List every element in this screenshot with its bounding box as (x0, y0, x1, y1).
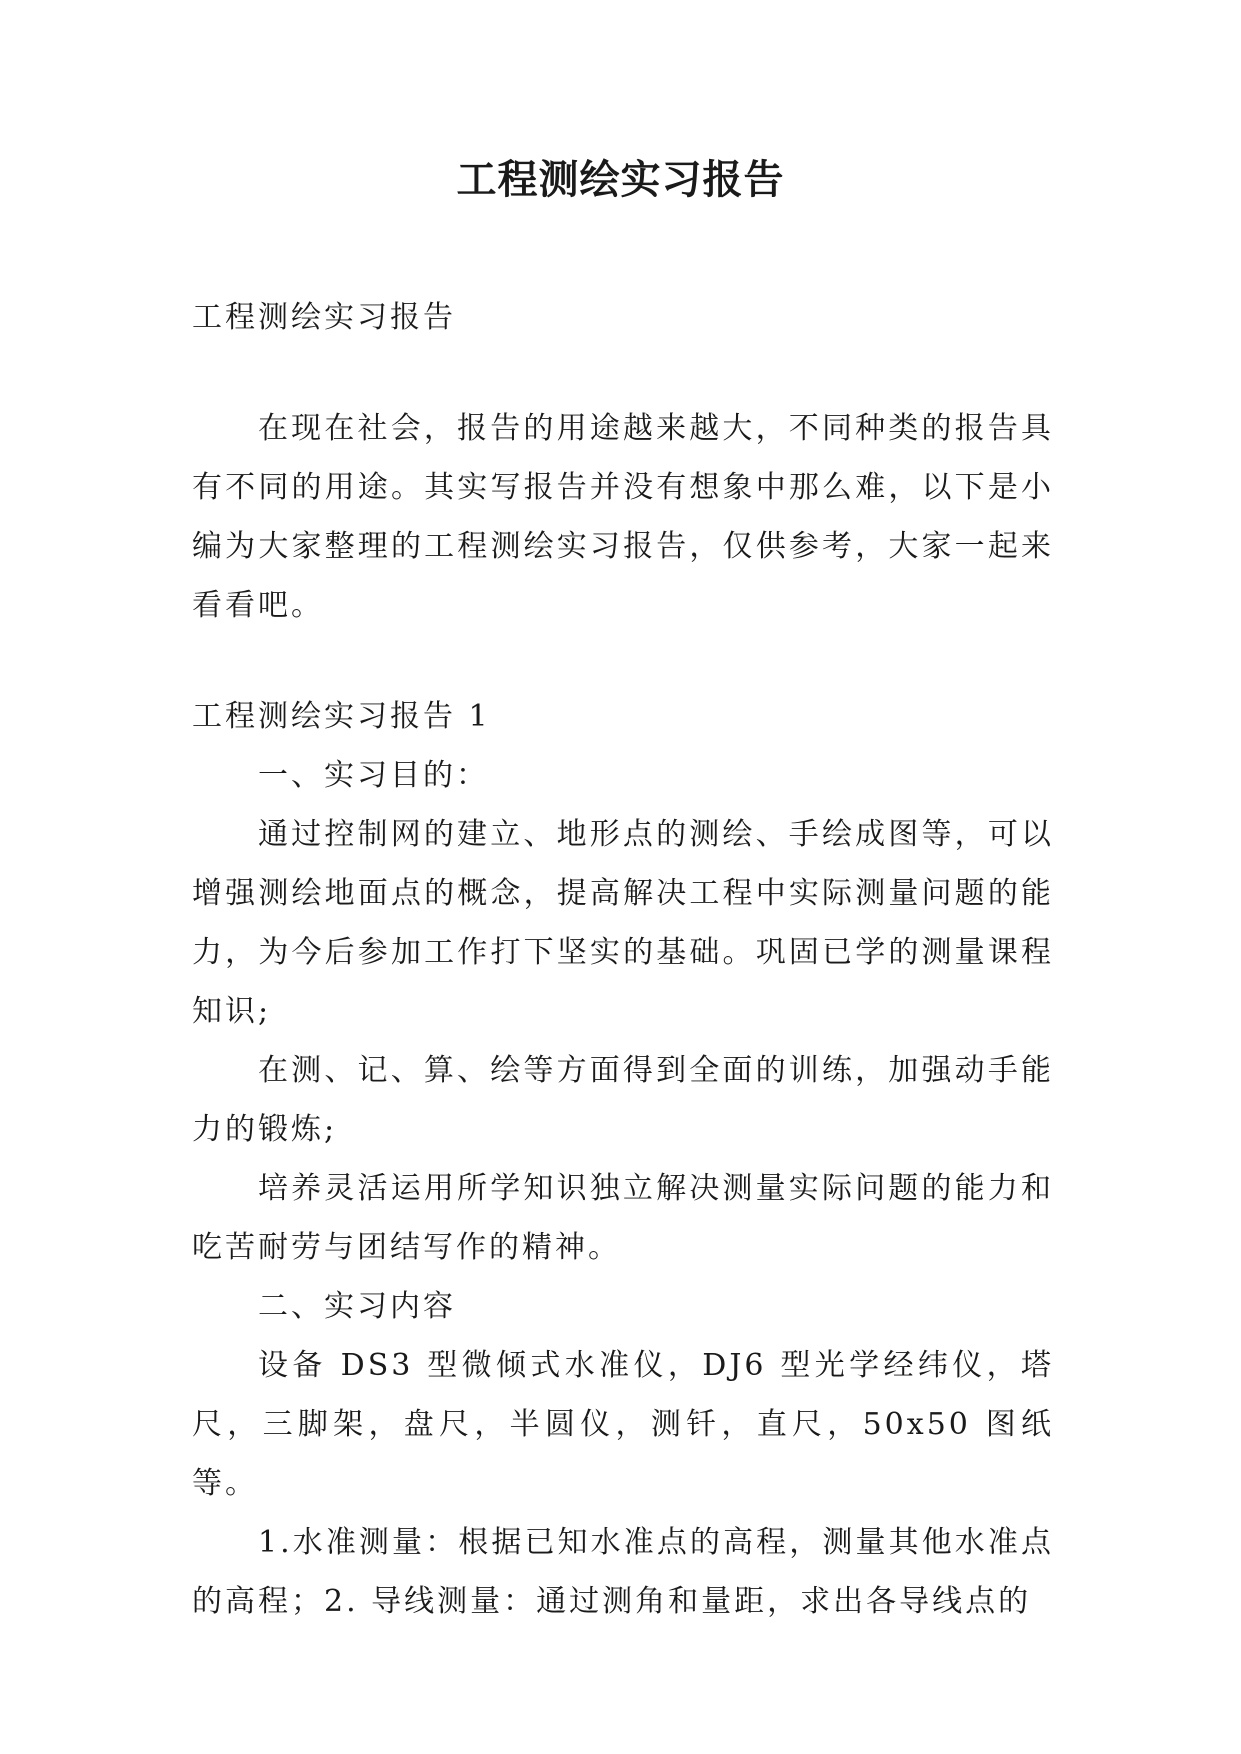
purpose-paragraph-3: 培养灵活运用所学知识独立解决测量实际问题的能力和吃苦耐劳与团结写作的精神。 (192, 1171, 1054, 1265)
heading-purpose: 一、实习目的： (258, 758, 489, 793)
equipment-paragraph: 设备 DS3 型微倾式水准仪，DJ6 型光学经纬仪，塔尺，三脚架，盘尺，半圆仪，测钎，直尺，50x50 图纸等。 (192, 1348, 1054, 1501)
measurement-paragraph: 1.水准测量：根据已知水准点的高程，测量其他水准点的高程；2. 导线测量：通过测角和量距，求出各导线点的 (192, 1525, 1054, 1619)
document-title: 工程测绘实习报告 (456, 156, 785, 203)
document-subtitle: 工程测绘实习报告 (192, 300, 456, 335)
document-body (192, 288, 1054, 1631)
section-title: 工程测绘实习报告 1 (192, 699, 491, 734)
purpose-paragraph-1: 通过控制网的建立、地形点的测绘、手绘成图等，可以增强测绘地面点的概念，提高解决工程中实际测量问题的能力，为今后参加工作打下坚实的基础。巩固已学的测量课程知识; (192, 817, 1054, 1029)
intro-paragraph: 在现在社会，报告的用途越来越大，不同种类的报告具有不同的用途。其实写报告并没有想象中那么难，以下是小编为大家整理的工程测绘实习报告，仅供参考，大家一起来看看吧。 (192, 411, 1054, 623)
heading-content: 二、实习内容 (258, 1289, 456, 1324)
purpose-paragraph-2: 在测、记、算、绘等方面得到全面的训练，加强动手能力的锻炼; (192, 1053, 1054, 1147)
